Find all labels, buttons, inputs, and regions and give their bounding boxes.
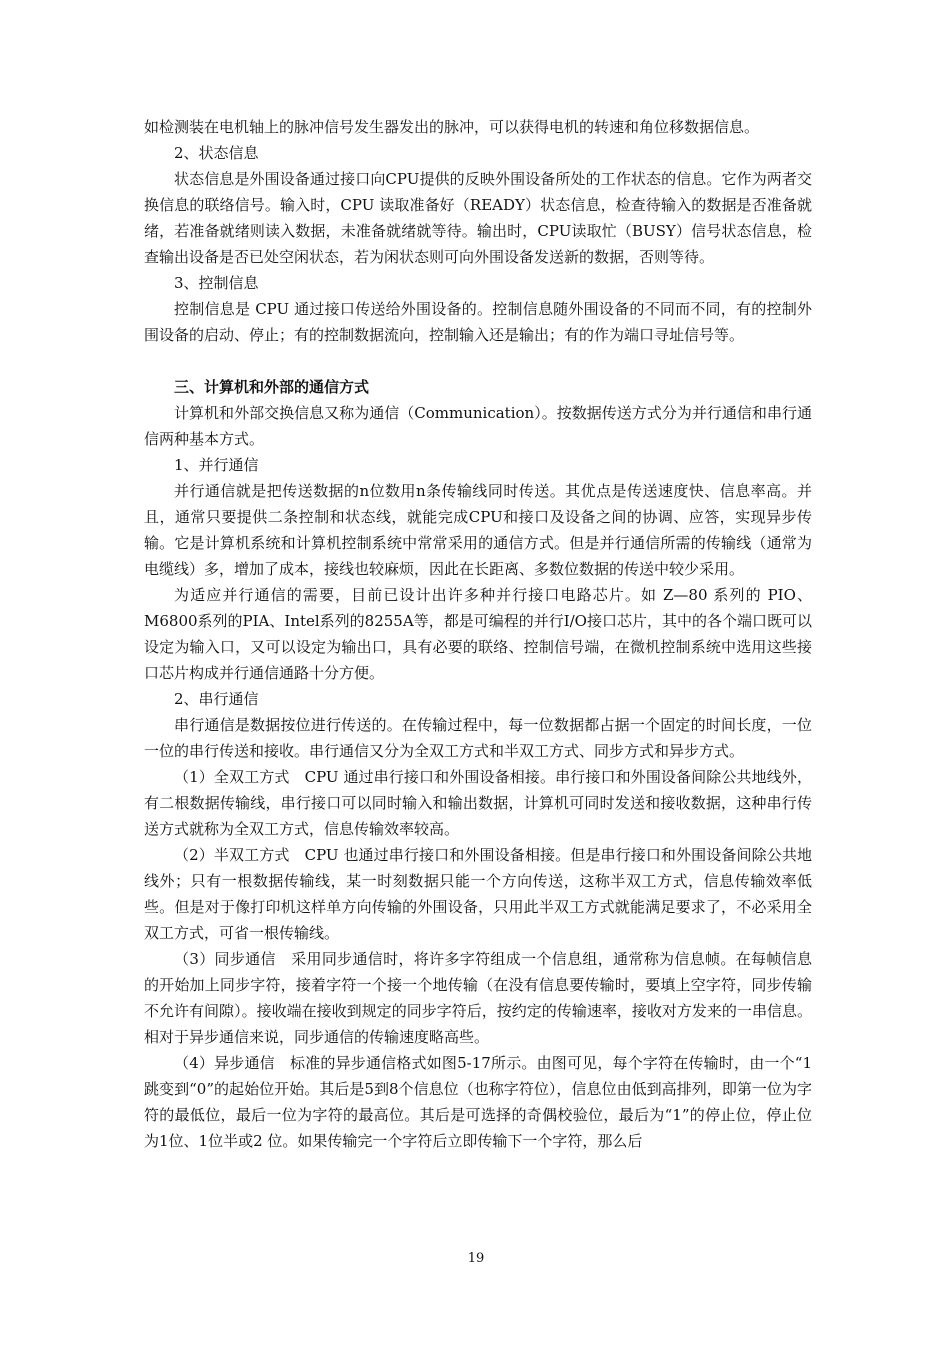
section-title: 三、计算机和外部的通信方式 [174, 378, 370, 396]
paragraph-asynchronous: （4）异步通信 标准的异步通信格式如图5-17所示。由图可见，每个字符在传输时，由一个“1跳变到“0”的起始位开始。其后是5到8个信息位（也称字符位），信息位由低到高排列，即第一位为字符的最低位，最后一位为字符的最高位。其后是可选择的奇偶校验位，最后为“1”的停止位，停止位为1位、1位半或2 位。如果传输完一个字符后立即传输下一个字符，那么后 [144, 1054, 812, 1150]
page-number: 19 [467, 1251, 485, 1266]
paragraph-full-duplex: （1）全双工方式 CPU 通过串行接口和外围设备相接。串行接口和外围设备间除公共地线外，有二根数据传输线，串行接口可以同时输入和输出数据，计算机可同时发送和接收数据，这种串行传送方式就称为全双工方式，信息传输效率较高。 [144, 768, 812, 838]
paragraph-synchronous: （3）同步通信 采用同步通信时，将许多字符组成一个信息组，通常称为信息帧。在每帧信息的开始加上同步字符，接着字符一个接一个地传输（在没有信息要传输时，要填上空字符，同步传输不允许有间隙）。接收端在接收到规定的同步字符后，按约定的传输速率，接收对方发来的一串信息。相对于异步通信来说，同步通信的传输速度略高些。 [144, 950, 812, 1046]
paragraph-half-duplex: （2）半双工方式 CPU 也通过串行接口和外围设备相接。但是串行接口和外围设备间除公共地线外；只有一根数据传输线，某一时刻数据只能一个方向传送，这称半双工方式，信息传输效率低些。但是对于像打印机这样单方向传输的外围设备，只用此半双工方式就能满足要求了，不必采用全双工方式，可省一根传输线。 [144, 846, 812, 942]
paragraph-status-info: 状态信息是外围设备通过接口向CPU提供的反映外围设备所处的工作状态的信息。它作为两者交换信息的联络信号。输入时，CPU 读取准备好（READY）状态信息，检查待输入的数据是否准备就绪，若准备就绪则读入数据，未准备就绪就等待。输出时，CPU读取忙（BUSY）信号状态信息，检查输出设备是否已处空闲状态，若为闲状态则可向外围设备发送新的数据，否则等待。 [144, 170, 812, 266]
paragraph-continuation: 如检测装在电机轴上的脉冲信号发生器发出的脉冲，可以获得电机的转速和角位移数据信息。 [144, 118, 760, 136]
subheading-parallel: 1、并行通信 [174, 456, 259, 474]
subheading-serial: 2、串行通信 [174, 690, 259, 708]
subheading-status-info: 2、状态信息 [174, 144, 259, 162]
paragraph-control-info: 控制信息是 CPU 通过接口传送给外围设备的。控制信息随外围设备的不同而不同，有的控制外围设备的启动、停止；有的控制数据流向，控制输入还是输出；有的作为端口寻址信号等。 [144, 300, 812, 344]
body-text [144, 114, 812, 1154]
paragraph-serial: 串行通信是数据按位进行传送的。在传输过程中，每一位数据都占据一个固定的时间长度，一位一位的串行传送和接收。串行通信又分为全双工方式和半双工方式、同步方式和异步方式。 [144, 716, 812, 760]
subheading-control-info: 3、控制信息 [174, 274, 259, 292]
paragraph-parallel-chips: 为适应并行通信的需要，目前已设计出许多种并行接口电路芯片。如 Z—80 系列的 PIO、M6800系列的PIA、Intel系列的8255A等，都是可编程的并行I/O接口芯片，其中的各个端口既可以设定为输入口，又可以设定为输出口，具有必要的联络、控制信号端，在微机控制系统中选用这些接口芯片构成并行通信通路十分方便。 [144, 586, 812, 682]
paragraph-parallel: 并行通信就是把传送数据的n位数用n条传输线同时传送。其优点是传送速度快、信息率高。并且，通常只要提供二条控制和状态线，就能完成CPU和接口及设备之间的协调、应答，实现异步传输。它是计算机系统和计算机控制系统中常常采用的通信方式。但是并行通信所需的传输线（通常为电缆线）多，增加了成本，接线也较麻烦，因此在长距离、多数位数据的传送中较少采用。 [144, 482, 812, 578]
paragraph-communication-intro: 计算机和外部交换信息又称为通信（Communication）。按数据传送方式分为并行通信和串行通信两种基本方式。 [144, 404, 812, 448]
